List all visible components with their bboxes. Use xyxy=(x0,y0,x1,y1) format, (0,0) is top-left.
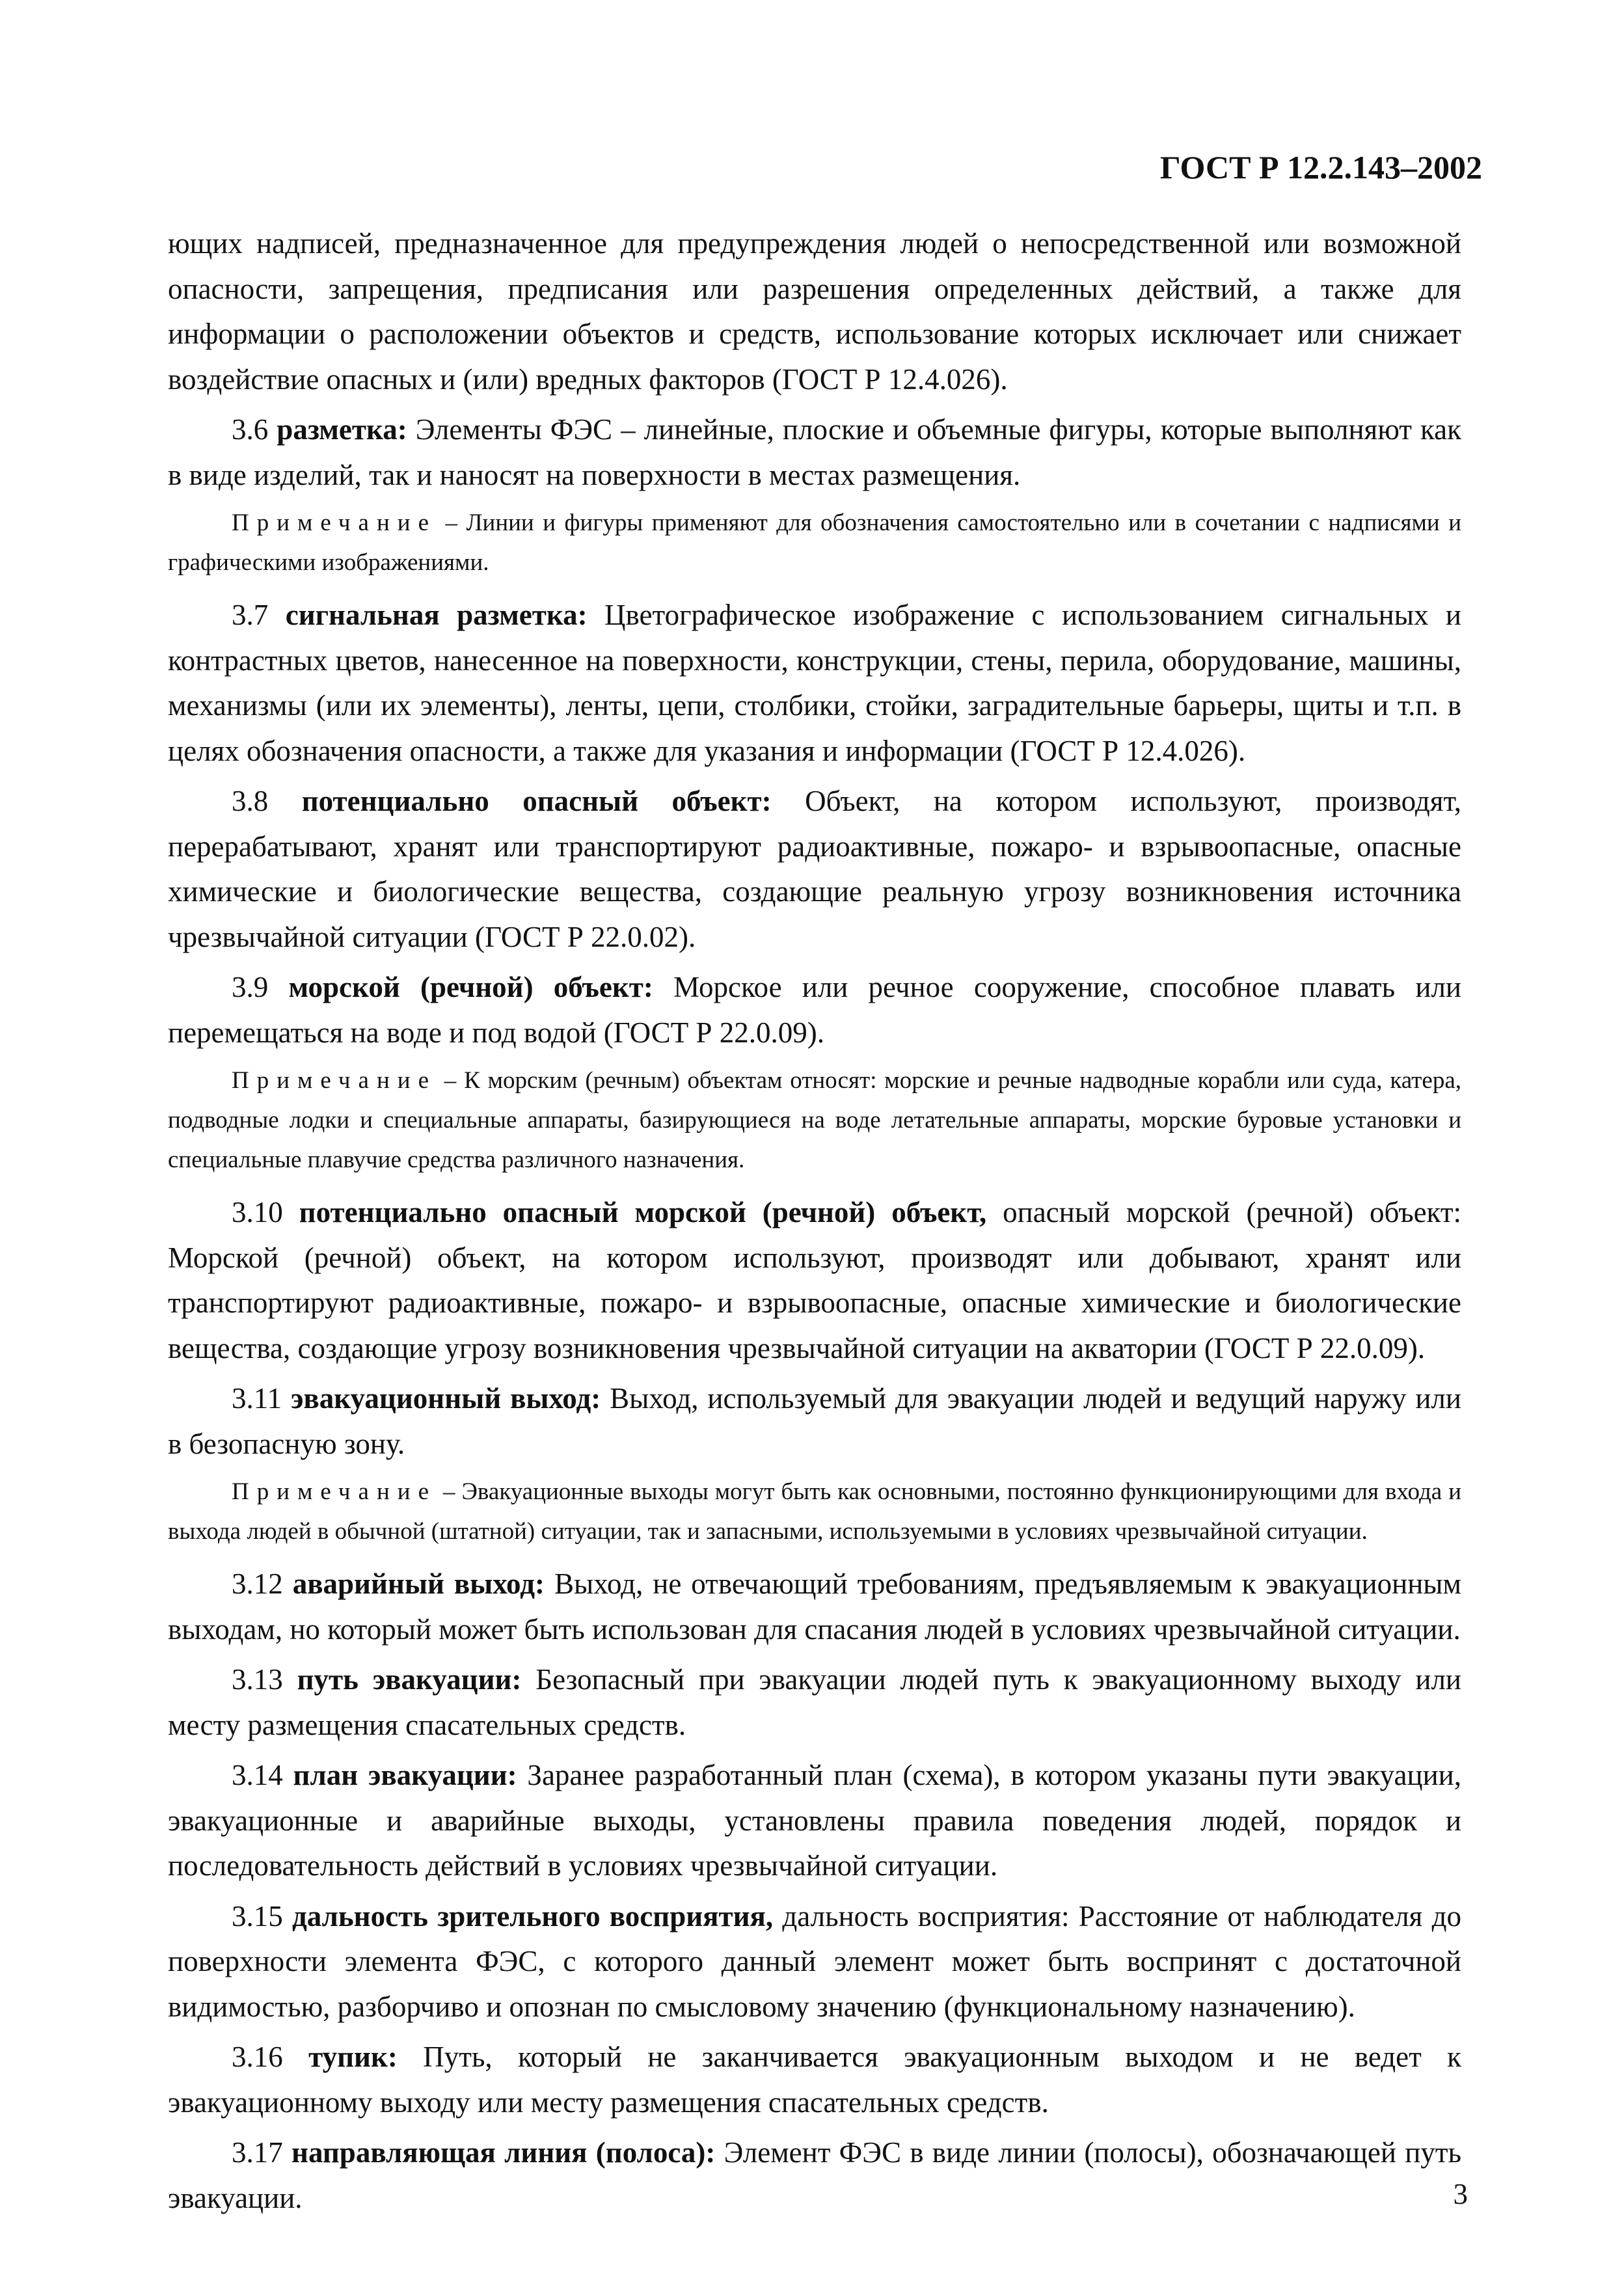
note-3-9 xyxy=(168,1061,1461,1180)
paragraph-continuation xyxy=(168,221,1461,402)
note-label: Примечание xyxy=(232,1067,437,1094)
definition-text: Объект, на котором используют, производят, перерабатывают, хранят или транспортируют радиоактивные, пожаро- и взрывоопасные, опасные химические и биологические вещества, создающие реальную угрозу возникновения источника чрезвычайной ситуации (ГОСТ Р 22.0.02). xyxy=(168,785,1462,953)
term: морской (речной) объект: xyxy=(288,971,653,1003)
term: потенциально опасный морской (речной) объект, xyxy=(299,1196,987,1228)
clause-number: 3.13 xyxy=(232,1663,297,1696)
definition-3-7 xyxy=(168,593,1461,774)
definition-text: Морское или речное сооружение, способное плавать или перемещаться на воде и под водой (ГОСТ Р 22.0.09). xyxy=(168,971,1462,1049)
note-3-11 xyxy=(168,1472,1461,1551)
note-text: – К морским (речным) объектам относят: морские и речные надводные корабли или суда, катера, подводные лодки и специальные аппараты, базирующиеся на воде летательные аппараты, морские буровые установки и специальные плавучие средства различного назначения. xyxy=(168,1067,1461,1173)
clause-number: 3.12 xyxy=(232,1568,293,1600)
clause-number: 3.8 xyxy=(232,785,302,817)
term: план эвакуации: xyxy=(293,1759,517,1791)
clause-number: 3.7 xyxy=(232,599,286,631)
term: направляющая линия (полоса): xyxy=(291,2136,716,2169)
definition-text: Выход, не отвечающий требованиям, предъявляемым к эвакуационным выходам, но который может быть использован для спасания людей в условиях чрезвычайной ситуации. xyxy=(168,1568,1462,1646)
term: путь эвакуации: xyxy=(297,1663,522,1696)
definition-3-8 xyxy=(168,779,1461,960)
definition-text: Выход, используемый для эвакуации людей и ведущий наружу или в безопасную зону. xyxy=(168,1382,1461,1460)
definition-text: Безопасный при эвакуации людей путь к эвакуационному выходу или месту размещения спасательных средств. xyxy=(168,1663,1461,1741)
definition-3-14 xyxy=(168,1753,1461,1889)
clause-number: 3.10 xyxy=(232,1196,299,1228)
term: эвакуационный выход: xyxy=(290,1382,601,1415)
definition-text: Заранее разработанный план (схема), в котором указаны пути эвакуации, эвакуационные и аварийные выходы, установлены правила поведения людей, порядок и последовательность действий в условиях чрезвычайной ситуации. xyxy=(168,1759,1461,1882)
definition-3-15 xyxy=(168,1894,1461,2030)
term: разметка: xyxy=(277,413,407,446)
clause-number: 3.17 xyxy=(232,2136,292,2169)
term: дальность зрительного восприятия, xyxy=(291,1899,774,1933)
definition-3-9 xyxy=(168,965,1461,1055)
definition-3-11 xyxy=(168,1376,1461,1467)
definition-3-12 xyxy=(168,1562,1461,1652)
definition-3-10 xyxy=(168,1190,1461,1371)
clause-number: 3.14 xyxy=(232,1759,293,1791)
definition-text: опасный морской (речной) объект: Морской (речной) объект, на котором используют, производят или добывают, хранят или транспортируют радиоактивные, пожаро- и взрывоопасные, опасные химические и биологические вещества, создающие угрозу возникновения чрезвычайной ситуации на акватории (ГОСТ Р 22.0.09). xyxy=(168,1196,1461,1364)
note-text: – Эвакуационные выходы могут быть как основными, постоянно функционирующими для входа и выхода людей в обычной (штатной) ситуации, так и запасными, используемыми в условиях чрезвычайной ситуации. xyxy=(168,1478,1461,1545)
clause-number: 3.6 xyxy=(232,413,277,446)
clause-number: 3.15 xyxy=(232,1899,292,1933)
note-3-6 xyxy=(168,503,1461,582)
term: сигнальная разметка: xyxy=(285,599,588,631)
page-number: 3 xyxy=(1453,2178,1468,2210)
note-label: Примечание xyxy=(232,1478,437,1505)
note-text: – Линии и фигуры применяют для обозначения самостоятельно или в сочетании с надписями и графическими изображениями. xyxy=(168,509,1461,576)
definition-text: дальность восприятия: Расстояние от наблюдателя до поверхности элемента ФЭС, с которого данный элемент может быть воспринят с достаточной видимостью, разборчиво и опознан по смысловому значению (функциональному назначению). xyxy=(168,1899,1461,2023)
clause-number: 3.11 xyxy=(232,1382,291,1415)
definition-text: Элемент ФЭС в виде линии (полосы), обозначающей путь эвакуации. xyxy=(168,2136,1462,2214)
term: потенциально опасный объект: xyxy=(301,785,772,817)
clause-number: 3.16 xyxy=(232,2041,309,2073)
paragraph-text: ющих надписей, предназначенное для предупреждения людей о непосредственной или возможной опасности, запрещения, предписания или разрешения определенных действий, а также для информации о расположении объектов и средств, использование которых исключает или снижает воздействие опасных и (или) вредных факторов (ГОСТ Р 12.4.026). xyxy=(168,227,1461,396)
document-body xyxy=(168,221,1461,2226)
definition-3-13 xyxy=(168,1657,1461,1748)
definition-3-17 xyxy=(168,2130,1461,2221)
definition-text: Цветографическое изображение с использованием сигнальных и контрастных цветов, нанесенное на поверхности, конструкции, стены, перила, оборудование, машины, механизмы (или их элементы), ленты, цепи, столбики, стойки, заградительные барьеры, щиты и т.п. в целях обозначения опасности, а также для указания и информации (ГОСТ Р 12.4.026). xyxy=(168,599,1462,767)
definition-text: Элементы ФЭС – линейные, плоские и объемные фигуры, которые выполняют как в виде изделий, так и наносят на поверхности в местах размещения. xyxy=(168,413,1461,491)
term: тупик: xyxy=(308,2041,398,2073)
definition-text: Путь, который не заканчивается эвакуационным выходом и не ведет к эвакуационному выходу или месту размещения спасательных средств. xyxy=(168,2041,1461,2119)
definition-3-16 xyxy=(168,2035,1461,2125)
standard-header: ГОСТ Р 12.2.143–2002 xyxy=(1159,149,1482,185)
note-label: Примечание xyxy=(232,509,437,536)
clause-number: 3.9 xyxy=(232,971,289,1003)
definition-3-6 xyxy=(168,407,1461,498)
term: аварийный выход: xyxy=(292,1568,545,1600)
